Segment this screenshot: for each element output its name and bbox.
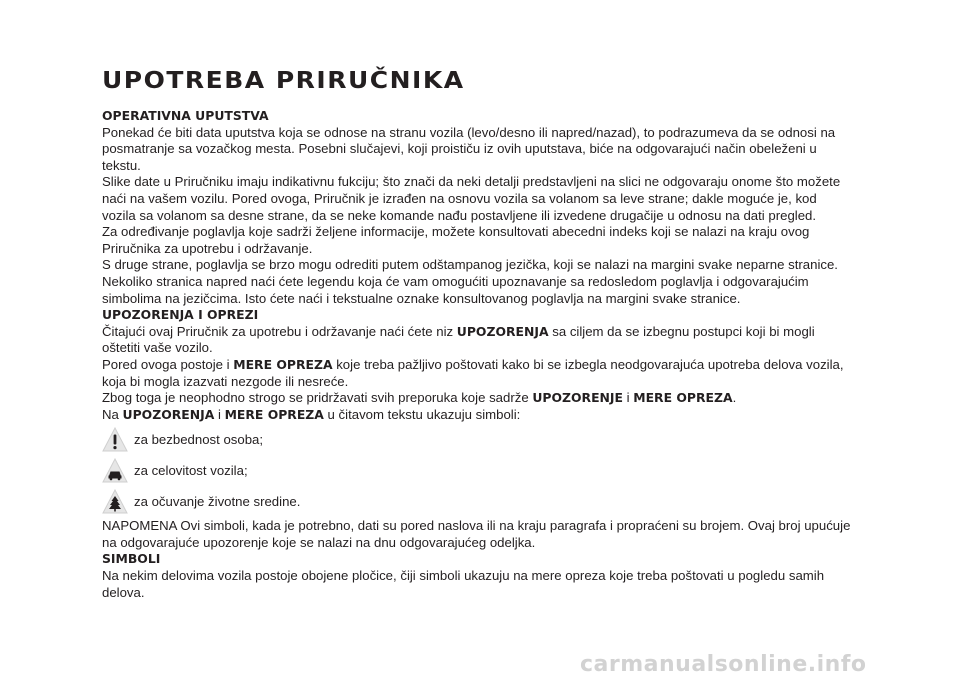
symbol-row-persons <box>102 425 854 454</box>
text-run: . <box>732 390 737 406</box>
text-run: Zbog toga je neophodno strogo se pridržavati svih preporuka koje sadrže <box>102 390 533 406</box>
paragraph: Ponekad će biti data uputstva koja se odnose na stranu vozila (levo/desno ili napred/nazad), to podrazumeva da se odnosi na posmatranje sa vozačkog mesta. Posebni slučajevi, koji proističu iz ovih uputstava, biće na odgovarajući način obeleženi u tekstu. <box>102 124 836 173</box>
paragraph: Na nekim delovima vozila postoje obojene pločice, čiji simboli ukazuju na mere opreza koje treba poštovati u pogledu samih delova. <box>102 568 825 600</box>
section-heading-operativna: OPERATIVNA UPUTSTVA <box>102 108 269 123</box>
symbol-row-environment <box>102 487 854 516</box>
bold-term: MERE OPREZA <box>633 390 733 406</box>
text-run: Pored ovoga postoje i <box>102 356 234 372</box>
paragraph: Slike date u Priručniku imaju indikativnu fukciju; što znači da neki detalji predstavljeni na slici ne odgovaraju onome što možete naći na vašem vozilu. Pored ovoga, Priručnik je izrađen na osnovu vozila sa volanom sa leve strane; dakle moguće je, kod vozila sa volanom sa desne strane, da se neke komande nađu postavljene ili izvedene drugačije u odnosu na dati pregled. <box>102 174 841 223</box>
paragraph: S druge strane, poglavlja se brzo mogu odrediti putem odštampanog jezička, koji se nalazi na margini svake neparne stranice. Nekoliko stranica napred naći ćete legendu koja će vam omogućiti upoznavanje sa redosledom poglavlja i odgovarajućim simbolima na jezičcima. Isto ćete naći i tekstualne oznake konsultovanog poglavlja na margini svake stranice. <box>102 257 838 306</box>
text-run: sa ciljem da se izbegnu postupci koji bi mogli oštetiti vaše vozilo. <box>102 323 815 356</box>
bold-term: MERE OPREZA <box>233 356 333 372</box>
car-warning-icon <box>102 458 128 484</box>
exclamation-warning-icon <box>102 427 128 453</box>
paragraph <box>102 324 854 357</box>
paragraph: Za određivanje poglavlja koje sadrži željene informacije, možete konsultovati abecedni indeks koji se nalazi na kraju ovog Priručnika za upotrebu i održavanje. <box>102 224 810 256</box>
text-run: i <box>214 406 225 422</box>
paragraph <box>102 357 854 390</box>
symbol-row-vehicle <box>102 456 854 485</box>
bold-term: UPOZORENJE <box>532 390 623 406</box>
section-heading-simboli: SIMBOLI <box>102 551 161 567</box>
text-run: koje treba pažljivo poštovati kako bi se izbegla neodgovarajuća upotreba delova vozila, koja bi mogla izazvati nezgode ili nesreće. <box>102 356 844 389</box>
symbol-label: za celovitost vozila; <box>134 463 248 479</box>
watermark: carmanualsonline.info <box>580 652 867 677</box>
text-run: i <box>622 390 634 406</box>
bold-term: UPOZORENJA <box>122 406 215 422</box>
page-title: UPOTREBA PRIRUČNIKA <box>102 66 465 94</box>
symbol-label: za bezbednost osoba; <box>134 432 264 448</box>
text-run: u čitavom tekstu ukazuju simboli: <box>323 406 521 422</box>
paragraph <box>102 390 854 407</box>
bold-term: UPOZORENJA <box>456 323 549 339</box>
text-run: Čitajući ovaj Priručnik za upotrebu i održavanje naći ćete niz <box>102 323 457 339</box>
section-heading-upozorenja: UPOZORENJA I OPREZI <box>102 307 259 323</box>
paragraph <box>102 407 854 424</box>
bold-term: MERE OPREZA <box>224 406 324 422</box>
manual-page <box>102 66 854 601</box>
symbol-label: za očuvanje životne sredine. <box>134 494 301 510</box>
note-paragraph: NAPOMENA Ovi simboli, kada je potrebno, dati su pored naslova ili na kraju paragrafa i propraćeni su brojem. Ovaj broj upućuje na odgovarajuće upozorenje koje se nalazi na dnu odgovarajućeg odeljka. <box>102 518 851 550</box>
text-run: Na <box>102 406 123 422</box>
tree-warning-icon <box>102 489 128 515</box>
